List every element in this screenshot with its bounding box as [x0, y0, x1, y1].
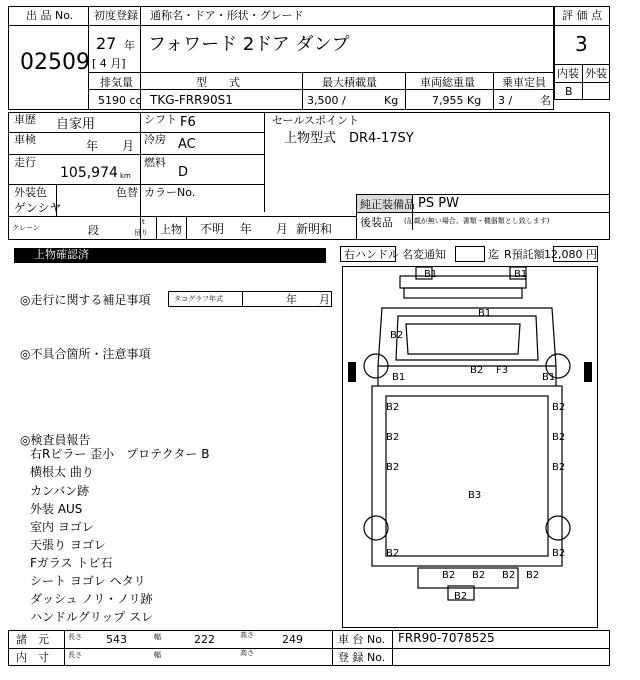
inspector-line: ハンドルグリップ スレ	[30, 610, 154, 624]
inspection-label: 車検	[14, 133, 36, 146]
defect-label: ◎不具合箇所・注意事項	[20, 347, 151, 361]
damage-mark: B2	[470, 365, 484, 376]
ac-value: AC	[178, 137, 196, 152]
damage-mark: B2	[552, 432, 566, 443]
inspector-line: シート ヨゴレ ヘタリ	[30, 574, 146, 588]
year-value: 27	[96, 34, 117, 53]
history-value: 自家用	[56, 117, 96, 132]
lot-label: 出 品 No.	[26, 9, 74, 22]
reg-label: 登 録 No.	[338, 651, 386, 664]
inspector-line: Fガラス トビ石	[30, 556, 113, 570]
model-value: TKG-FRR90S1	[150, 93, 233, 107]
model-label: 型 式	[196, 76, 240, 89]
month-value: [ 4 月]	[92, 57, 126, 70]
year-unit: 年	[124, 39, 135, 52]
inspector-line: 外装 AUS	[30, 502, 83, 516]
damage-mark: B1	[514, 269, 528, 280]
crane-t: t	[142, 218, 145, 226]
inspector-line: 天張り ヨゴレ	[30, 538, 106, 552]
damage-mark: B1	[424, 269, 438, 280]
r-fee-label: R預託額	[504, 248, 545, 261]
handle-value: 右ハンドル	[344, 248, 399, 261]
history-label: 車歴	[14, 113, 36, 126]
width-value: 222	[194, 633, 215, 646]
interior-label: 内装	[557, 67, 579, 80]
width-label: 幅	[154, 633, 161, 641]
registration-label: 迄	[488, 248, 499, 261]
max-load-unit: Kg	[384, 94, 399, 107]
tacho-value: 年 月	[286, 293, 330, 306]
color-label: 外装色	[14, 186, 47, 199]
color-value: ゲンシヤ	[14, 201, 62, 215]
lot-number: 02509	[20, 50, 90, 75]
crane-dan: 段	[88, 224, 99, 237]
inspector-line: 横根太 曲り	[30, 465, 94, 479]
gross-weight-label: 車両総重量	[420, 76, 475, 89]
equipment-value: PS PW	[418, 196, 459, 211]
name-change-label: 名変通知	[402, 248, 446, 261]
damage-mark: B2	[386, 402, 400, 413]
supplement-label: ◎走行に関する補足事項	[20, 293, 151, 307]
damage-mark: B3	[468, 490, 482, 501]
damage-mark: F3	[496, 365, 509, 376]
displacement-value: 5190 cc	[98, 94, 142, 107]
crane-tsuri: 吊り	[134, 229, 148, 237]
damage-mark: B2	[526, 570, 540, 581]
color-code-label: 色替	[116, 186, 138, 199]
body-label: 上物	[160, 223, 182, 236]
body-value: 不明 年 月	[200, 222, 288, 236]
interior-grade: B	[565, 85, 573, 98]
damage-mark: B2	[386, 462, 400, 473]
damage-mark: B2	[472, 570, 486, 581]
sales-point-label: セールスポイント	[272, 114, 360, 127]
ac-label: 冷房	[144, 133, 166, 146]
length-label: 長さ	[68, 633, 82, 641]
tacho-label: タコグラフ年式	[174, 295, 223, 303]
equipment-label: 純正装備品	[360, 198, 415, 211]
car-name: フォワード 2ドア ダンプ	[148, 34, 350, 55]
truck-outline	[342, 266, 598, 628]
height-value: 249	[282, 633, 303, 646]
shift-label: シフト	[144, 113, 177, 126]
shift-value: F6	[180, 115, 196, 130]
color-no-label: カラーNo.	[144, 186, 196, 199]
fuel-label: 燃料	[144, 156, 166, 169]
sales-point-value: 上物型式 DR4-17SY	[284, 131, 414, 146]
inspector-label: ◎検査員報告	[20, 433, 91, 447]
mileage-value: 105,974	[60, 165, 118, 181]
inner-width-label: 幅	[154, 651, 161, 659]
damage-mark: B1	[478, 308, 492, 319]
inner-label: 内 寸	[16, 651, 49, 664]
damage-mark: B2	[502, 570, 516, 581]
r-fee-value: 12,080 円	[544, 248, 597, 261]
inspector-line: 右Rピラー 歪小 プロテクター B	[30, 447, 210, 461]
height-label: 高さ	[240, 631, 254, 639]
aftermarket-label: 後装品	[360, 216, 393, 229]
mileage-label: 走行	[14, 156, 36, 169]
inspector-line: 室内 ヨゴレ	[30, 520, 94, 534]
chassis-label: 車 台 No.	[338, 633, 386, 646]
inner-length-label: 長さ	[68, 651, 82, 659]
damage-mark: B2	[386, 548, 400, 559]
inspector-line: ダッシュ ノリ・ノリ跡	[30, 592, 153, 606]
length-value: 543	[106, 633, 127, 646]
score-value: 3	[575, 32, 588, 56]
inspector-line: カンバン跡	[30, 484, 90, 498]
body-maker: 新明和	[296, 222, 333, 236]
chassis-value: FRR90-7078525	[398, 631, 495, 645]
capacity-unit: 名	[540, 94, 551, 107]
gross-weight-value: 7,955 Kg	[432, 94, 482, 107]
crane-label: クレーン	[12, 224, 40, 232]
damage-mark: B2	[552, 548, 566, 559]
aftermarket-note: (記載が無い場合、書類・機器類とし致します)	[404, 217, 550, 225]
section-label: 上物確認済	[34, 248, 89, 261]
inspection-value: 年 月	[86, 139, 135, 153]
displacement-label: 排気量	[100, 76, 133, 89]
first-reg-label: 初度登録	[94, 9, 138, 22]
damage-mark: B2	[552, 462, 566, 473]
mileage-unit: km	[120, 172, 131, 180]
damage-mark: B1	[392, 372, 406, 383]
damage-mark: B2	[552, 402, 566, 413]
model-grade-label: 通称名・ドア・形状・グレード	[150, 9, 304, 22]
exterior-label: 外装	[585, 67, 607, 80]
fuel-value: D	[178, 165, 189, 180]
damage-mark: B2	[454, 591, 468, 602]
capacity-label: 乗車定員	[502, 76, 546, 89]
damage-mark: B2	[386, 432, 400, 443]
damage-mark: B1	[542, 372, 556, 383]
damage-mark: B2	[442, 570, 456, 581]
score-label: 評 価 点	[562, 9, 602, 22]
inner-height-label: 高さ	[240, 649, 254, 657]
dims-label: 諸 元	[16, 633, 49, 646]
capacity-value: 3 /	[498, 94, 513, 107]
max-load-label: 最大積載量	[322, 76, 377, 89]
max-load-value: 3,500 /	[307, 94, 346, 107]
damage-mark: B2	[390, 330, 404, 341]
